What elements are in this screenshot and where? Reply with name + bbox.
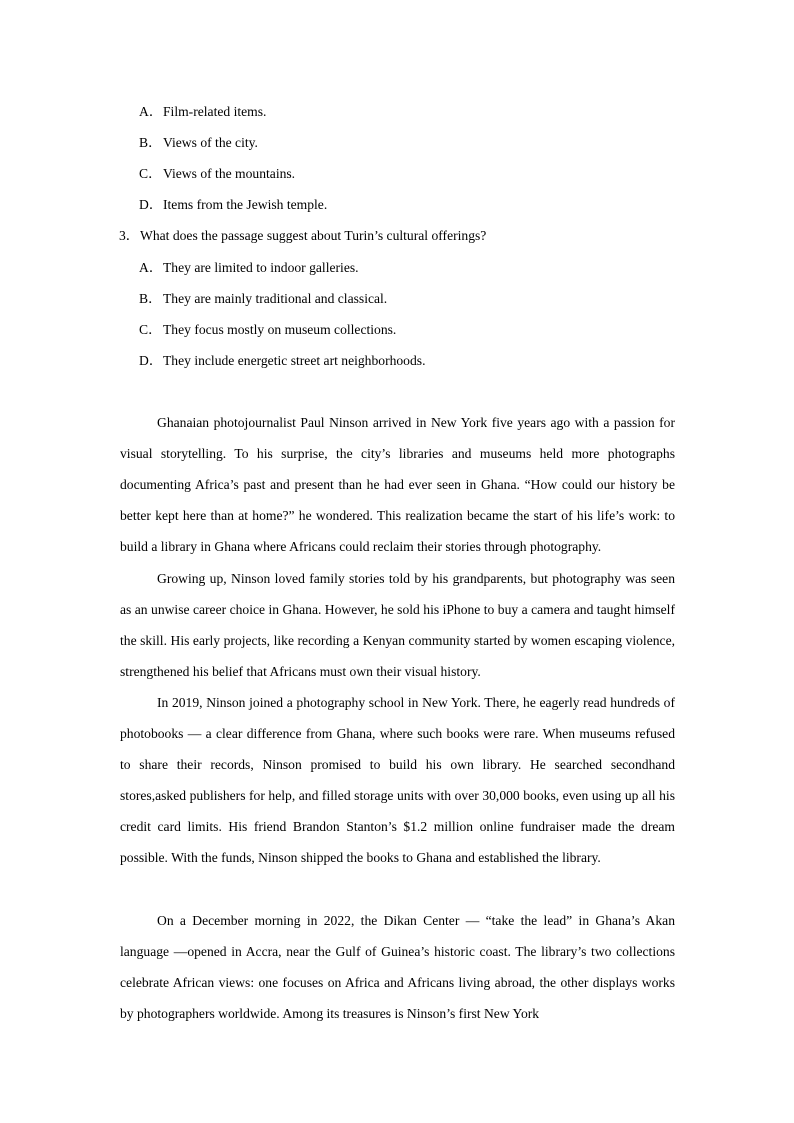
q2-option-b: [139, 134, 258, 152]
question-3-stem: [119, 227, 486, 245]
option-text: They focus mostly on museum collections.: [163, 322, 397, 337]
option-text: They are mainly traditional and classical.: [163, 291, 388, 306]
option-letter: C．: [139, 166, 162, 181]
option-letter: B．: [139, 135, 162, 150]
option-letter: A．: [139, 104, 163, 119]
option-text: Items from the Jewish temple.: [163, 197, 328, 212]
option-letter: D．: [139, 353, 163, 368]
passage-paragraph-2: Growing up, Ninson loved family stories told by his grandparents, but photography was seen as an unwise career choice in Ghana. However, he sold his iPhone to buy a camera and taught himself the skill. His early projects, like recording a Kenyan community started by women escaping violence, strengthened his belief that Africans must own their visual history.: [120, 571, 675, 680]
q3-option-c: [139, 321, 396, 339]
option-text: They are limited to indoor galleries.: [163, 260, 359, 275]
question-text: What does the passage suggest about Turin’s cultural offerings?: [140, 228, 487, 243]
option-letter: B．: [139, 291, 162, 306]
option-letter: D．: [139, 197, 163, 212]
q3-option-a: [139, 259, 359, 277]
passage-paragraph-3: In 2019, Ninson joined a photography school in New York. There, he eagerly read hundreds of photobooks — a clear difference from Ghana, where such books were rare. When museums refused to share their records, Ninson promised to build his own library. He searched secondhand stores,asked publishers for help, and filled storage units with over 30,000 books, even using up all his credit card limits. His friend Brandon Stanton’s $1.2 million online fundraiser made the dream possible. With the funds, Ninson shipped the books to Ghana and established the library.: [120, 695, 675, 866]
q2-option-c: [139, 165, 295, 183]
q3-option-b: [139, 290, 387, 308]
option-text: Film-related items.: [163, 104, 267, 119]
option-text: Views of the mountains.: [163, 166, 296, 181]
option-text: Views of the city.: [163, 135, 258, 150]
q3-option-d: [139, 352, 425, 370]
q2-option-a: [139, 103, 266, 121]
question-number: 3．: [119, 228, 140, 243]
option-letter: A．: [139, 260, 163, 275]
option-text: They include energetic street art neighborhoods.: [163, 353, 426, 368]
passage-paragraph-1: Ghanaian photojournalist Paul Ninson arrived in New York five years ago with a passion for visual storytelling. To his surprise, the city’s libraries and museums held more photographs documenting Africa’s past and present than he had ever seen in Ghana. “How could our history be better kept here than at home?” he wondered. This realization became the start of his life’s work: to build a library in Ghana where Africans could reclaim their stories through photography.: [120, 415, 675, 555]
option-letter: C．: [139, 322, 162, 337]
q2-option-d: [139, 196, 327, 214]
passage-paragraph-4: On a December morning in 2022, the Dikan Center — “take the lead” in Ghana’s Akan language —opened in Accra, near the Gulf of Guinea’s historic coast. The library’s two collections celebrate African views: one focuses on Africa and Africans living abroad, the other displays works by photographers worldwide. Among its treasures is Ninson’s first New York: [120, 913, 675, 1022]
